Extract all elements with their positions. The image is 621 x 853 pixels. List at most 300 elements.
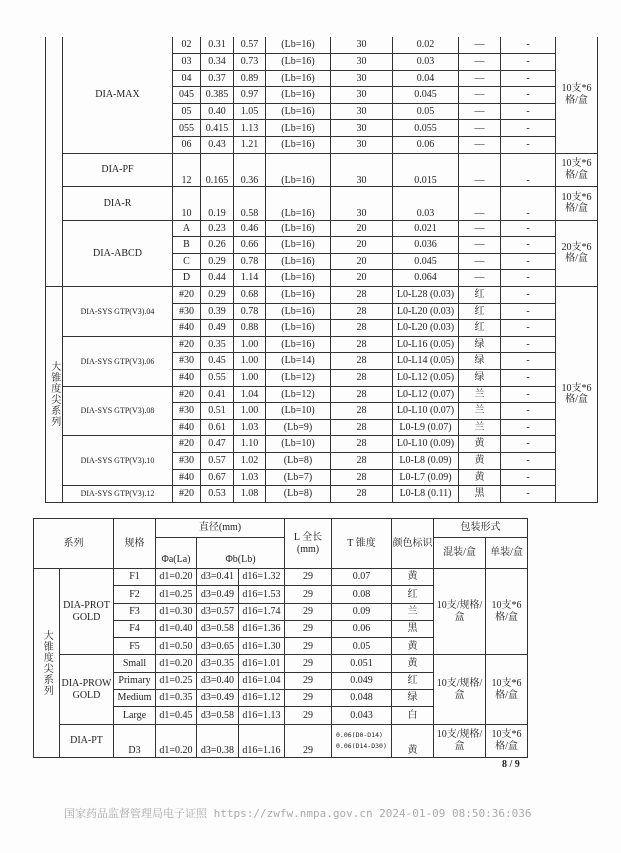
lb-cell: (Lb=8) [266, 452, 331, 469]
phi-b-cell: 0.57 [234, 37, 266, 54]
page-number: 8 / 9 [502, 759, 520, 770]
spec-cell: 06 [173, 137, 201, 154]
lb-cell: (Lb=16) [266, 287, 331, 304]
length-cell: 30 [331, 37, 393, 54]
length-cell: 29 [285, 690, 332, 707]
phi-a-cell: 0.55 [201, 370, 234, 387]
color-cell: 兰 [392, 603, 434, 620]
product-spec-table [33, 518, 528, 758]
mixed-cell: - [501, 187, 556, 221]
color-cell: 黄 [459, 436, 501, 453]
phi-a-cell: 0.37 [201, 70, 234, 87]
color-cell: 兰 [459, 386, 501, 403]
taper-cell: 0.08 [332, 586, 392, 603]
series-cell: DIA-ABCD [63, 220, 173, 286]
phi-b-cell: 0.46 [234, 220, 266, 237]
phi-a-cell: 0.31 [201, 37, 234, 54]
header-color: 颜色标识 [392, 519, 434, 569]
length-cell: 28 [331, 336, 393, 353]
spec-cell: F3 [114, 603, 156, 620]
header-mixed: 混装/盒 [434, 538, 486, 569]
spec-cell: 03 [173, 54, 201, 71]
lb-cell: (Lb=16) [266, 37, 331, 54]
phi-a-cell: 0.45 [201, 353, 234, 370]
taper-cell: L0-L7 (0.09) [393, 469, 459, 486]
taper-cell: 0.06 [393, 137, 459, 154]
length-cell: 28 [331, 370, 393, 387]
taper-range: 0.06(D14-D30) [336, 741, 387, 750]
color-cell: — [459, 120, 501, 137]
phi-a-cell: 0.29 [201, 287, 234, 304]
phi-a-cell: 0.35 [201, 336, 234, 353]
mixed-packing-cell: 10支/规格/盒 [434, 724, 486, 757]
length-cell: 30 [331, 153, 393, 187]
packing-cell: 10支*6格/盒 [556, 287, 598, 503]
length-cell: 20 [331, 253, 393, 270]
color-cell: — [459, 70, 501, 87]
color-cell: 黑 [459, 486, 501, 503]
table-row [34, 655, 528, 672]
mixed-cell: - [501, 320, 556, 337]
mixed-cell: - [501, 287, 556, 304]
spec-cell: #40 [173, 320, 201, 337]
taper-cell: 0.049 [332, 672, 392, 689]
spec-cell: 02 [173, 37, 201, 54]
color-cell: 黄 [392, 724, 434, 757]
phi-b-cell: 1.21 [234, 137, 266, 154]
lb-cell: (Lb=16) [266, 120, 331, 137]
color-cell: — [459, 187, 501, 221]
length-cell: 30 [331, 137, 393, 154]
length-cell: 29 [285, 586, 332, 603]
spec-cell: #20 [173, 386, 201, 403]
color-cell: 绿 [459, 370, 501, 387]
table-row [46, 37, 598, 54]
length-cell: 29 [285, 707, 332, 724]
taper-cell: 0.05 [332, 638, 392, 655]
lb-cell: (Lb=16) [266, 320, 331, 337]
spec-cell: #30 [173, 353, 201, 370]
phi-a-cell: 0.34 [201, 54, 234, 71]
taper-cell: 0.04 [393, 70, 459, 87]
color-cell: 黄 [392, 569, 434, 586]
lb-cell: (Lb=12) [266, 386, 331, 403]
table-row [46, 386, 598, 403]
length-cell: 29 [285, 620, 332, 637]
mixed-cell: - [501, 370, 556, 387]
spec-cell: 05 [173, 103, 201, 120]
phi-a-cell: 0.53 [201, 486, 234, 503]
color-cell: — [459, 54, 501, 71]
phi-b-cell: 1.04 [234, 386, 266, 403]
taper-cell: L0-L16 (0.05) [393, 336, 459, 353]
phi-b-cell: 1.08 [234, 486, 266, 503]
phi-a-cell: 0.44 [201, 270, 234, 287]
mixed-cell: - [501, 220, 556, 237]
spec-cell: 055 [173, 120, 201, 137]
phi-b-cell: 0.66 [234, 237, 266, 254]
series-cell: DIA-SYS GTP(V3).12 [63, 486, 173, 503]
d16-cell: d16=1.36 [239, 620, 285, 637]
phi-a-cell: 0.41 [201, 386, 234, 403]
phi-a-cell: 0.165 [201, 153, 234, 187]
lb-cell: (Lb=8) [266, 486, 331, 503]
taper-cell: 0.015 [393, 153, 459, 187]
phi-a-cell: 0.19 [201, 187, 234, 221]
length-cell: 29 [285, 638, 332, 655]
table-row [46, 187, 598, 221]
mixed-cell: - [501, 452, 556, 469]
taper-cell: L0-L10 (0.09) [393, 436, 459, 453]
taper-cell: L0-L8 (0.11) [393, 486, 459, 503]
single-packing-cell: 10支*6格/盒 [486, 655, 528, 724]
mixed-packing-cell: 10支/规格/盒 [434, 569, 486, 655]
length-cell: 29 [285, 724, 332, 757]
taper-cell: L0-L12 (0.07) [393, 386, 459, 403]
phi-a-cell: d1=0.25 [156, 586, 197, 603]
color-cell: — [459, 37, 501, 54]
taper-cell: L0-L20 (0.03) [393, 320, 459, 337]
mixed-cell: - [501, 70, 556, 87]
packing-cell: 10支*6格/盒 [556, 187, 598, 221]
lb-cell: (Lb=16) [266, 187, 331, 221]
length-cell: 29 [285, 603, 332, 620]
color-cell: — [459, 253, 501, 270]
spec-cell: #30 [173, 403, 201, 420]
taper-cell: L0-L28 (0.03) [393, 287, 459, 304]
color-cell: — [459, 270, 501, 287]
length-cell: 29 [285, 655, 332, 672]
length-cell: 30 [331, 87, 393, 104]
phi-a-cell: 0.39 [201, 303, 234, 320]
length-cell: 28 [331, 469, 393, 486]
spec-cell: 12 [173, 153, 201, 187]
phi-a-cell: 0.67 [201, 469, 234, 486]
mixed-cell: - [501, 303, 556, 320]
phi-b-cell: 0.58 [234, 187, 266, 221]
phi-b-cell: 1.03 [234, 419, 266, 436]
lb-cell: (Lb=10) [266, 403, 331, 420]
spec-cell: A [173, 220, 201, 237]
taper-cell: 0.051 [332, 655, 392, 672]
length-cell: 28 [331, 287, 393, 304]
mixed-cell: - [501, 336, 556, 353]
lb-cell: (Lb=16) [266, 54, 331, 71]
length-cell: 28 [331, 303, 393, 320]
table-row [46, 486, 598, 503]
taper-cell: 0.05 [393, 103, 459, 120]
phi-a-cell: d1=0.50 [156, 638, 197, 655]
spec-cell: B [173, 237, 201, 254]
phi-b-cell: 0.78 [234, 303, 266, 320]
color-cell: 兰 [459, 403, 501, 420]
taper-cell: 0.03 [393, 187, 459, 221]
d3-cell: d3=0.58 [197, 707, 239, 724]
color-cell: 白 [392, 707, 434, 724]
phi-b-cell: 0.68 [234, 287, 266, 304]
header-packing: 包装形式 [434, 519, 528, 538]
phi-a-cell: d1=0.30 [156, 603, 197, 620]
table-row [46, 153, 598, 187]
taper-cell: 0.02 [393, 37, 459, 54]
color-cell: 红 [392, 672, 434, 689]
table-row [34, 724, 528, 757]
taper-cell: 0.045 [393, 253, 459, 270]
phi-a-cell: 0.57 [201, 452, 234, 469]
spec-cell: D [173, 270, 201, 287]
spec-cell: 04 [173, 70, 201, 87]
phi-b-cell: 1.03 [234, 469, 266, 486]
phi-b-cell: 0.88 [234, 320, 266, 337]
phi-a-cell: d1=0.20 [156, 655, 197, 672]
taper-cell: 0.06 [332, 620, 392, 637]
taper-cell: L0-L9 (0.07) [393, 419, 459, 436]
color-cell: — [459, 153, 501, 187]
lb-cell: (Lb=14) [266, 353, 331, 370]
phi-a-cell: 0.23 [201, 220, 234, 237]
packing-cell: 10支*6格/盒 [556, 37, 598, 153]
d3-cell: d3=0.58 [197, 620, 239, 637]
lb-cell: (Lb=16) [266, 103, 331, 120]
series-cell: DIA-PROT GOLD [60, 569, 114, 655]
category-cell [46, 37, 63, 287]
length-cell: 30 [331, 187, 393, 221]
spec-cell: C [173, 253, 201, 270]
single-packing-cell: 10支*6格/盒 [486, 724, 528, 757]
color-cell: 红 [459, 320, 501, 337]
length-cell: 20 [331, 237, 393, 254]
taper-cell [332, 724, 392, 757]
mixed-cell: - [501, 120, 556, 137]
phi-b-cell: 1.00 [234, 403, 266, 420]
mixed-cell: - [501, 37, 556, 54]
taper-cell: 0.048 [332, 690, 392, 707]
series-cell: DIA-SYS GTP(V3).04 [63, 287, 173, 337]
header-spec: 规格 [114, 519, 156, 569]
taper-cell: L0-L14 (0.05) [393, 353, 459, 370]
lb-cell: (Lb=16) [266, 153, 331, 187]
length-cell: 28 [331, 419, 393, 436]
length-cell: 30 [331, 103, 393, 120]
spec-cell: F1 [114, 569, 156, 586]
product-spec-table-continued [45, 37, 598, 503]
phi-b-cell: 0.89 [234, 70, 266, 87]
spec-cell: #30 [173, 303, 201, 320]
mixed-cell: - [501, 103, 556, 120]
series-cell: DIA-SYS GTP(V3).08 [63, 386, 173, 436]
spec-cell: Medium [114, 690, 156, 707]
mixed-cell: - [501, 353, 556, 370]
color-cell: — [459, 103, 501, 120]
phi-b-cell: 1.00 [234, 370, 266, 387]
spec-cell: F2 [114, 586, 156, 603]
length-cell: 30 [331, 70, 393, 87]
d16-cell: d16=1.04 [239, 672, 285, 689]
category-cell: 大锥度尖系列 [34, 569, 60, 758]
length-cell: 30 [331, 54, 393, 71]
lb-cell: (Lb=16) [266, 270, 331, 287]
header-taper: T 锥度 [332, 519, 392, 569]
spec-cell: D3 [114, 724, 156, 757]
phi-b-cell: 0.97 [234, 87, 266, 104]
lb-cell: (Lb=16) [266, 70, 331, 87]
table-row [46, 287, 598, 304]
d16-cell: d16=1.32 [239, 569, 285, 586]
lb-cell: (Lb=16) [266, 303, 331, 320]
phi-a-cell: 0.385 [201, 87, 234, 104]
taper-cell: 0.03 [393, 54, 459, 71]
phi-b-cell: 0.78 [234, 253, 266, 270]
length-cell: 28 [331, 386, 393, 403]
packing-cell: 20支*6格/盒 [556, 220, 598, 286]
d3-cell: d3=0.49 [197, 586, 239, 603]
taper-cell: 0.036 [393, 237, 459, 254]
phi-a-cell: d1=0.20 [156, 724, 197, 757]
color-cell: 黄 [459, 469, 501, 486]
phi-a-cell: 0.29 [201, 253, 234, 270]
d3-cell: d3=0.35 [197, 655, 239, 672]
color-cell: — [459, 220, 501, 237]
phi-b-cell: 0.36 [234, 153, 266, 187]
taper-cell: L0-L10 (0.07) [393, 403, 459, 420]
color-cell: 黄 [459, 452, 501, 469]
color-cell: 绿 [392, 690, 434, 707]
taper-cell: 0.064 [393, 270, 459, 287]
phi-b-cell: 1.10 [234, 436, 266, 453]
d3-cell: d3=0.57 [197, 603, 239, 620]
phi-a-cell: d1=0.35 [156, 690, 197, 707]
series-cell: DIA-PF [63, 153, 173, 187]
d16-cell: d16=1.16 [239, 724, 285, 757]
spec-cell: 045 [173, 87, 201, 104]
series-cell: DIA-PROW GOLD [60, 655, 114, 724]
mixed-cell: - [501, 153, 556, 187]
spec-cell: #30 [173, 452, 201, 469]
phi-a-cell: d1=0.25 [156, 672, 197, 689]
mixed-cell: - [501, 54, 556, 71]
series-cell: DIA-PT [60, 724, 114, 757]
color-cell: — [459, 87, 501, 104]
lb-cell: (Lb=16) [266, 137, 331, 154]
spec-cell: #20 [173, 486, 201, 503]
spec-cell: F4 [114, 620, 156, 637]
header-phi-b: Φb(Lb) [197, 538, 285, 569]
phi-b-cell: 1.00 [234, 353, 266, 370]
lb-cell: (Lb=7) [266, 469, 331, 486]
taper-cell: L0-L20 (0.03) [393, 303, 459, 320]
color-cell: 黑 [392, 620, 434, 637]
header-single: 单装/盒 [486, 538, 528, 569]
phi-a-cell: 0.43 [201, 137, 234, 154]
d16-cell: d16=1.53 [239, 586, 285, 603]
phi-a-cell: 0.26 [201, 237, 234, 254]
taper-range: 0.06(D0-D14) [336, 731, 383, 740]
header-phi-a: Φa(La) [156, 538, 197, 569]
table-row [34, 569, 528, 586]
phi-a-cell: d1=0.40 [156, 620, 197, 637]
length-cell: 28 [331, 353, 393, 370]
taper-cell: 0.055 [393, 120, 459, 137]
spec-cell: #20 [173, 436, 201, 453]
length-cell: 28 [331, 436, 393, 453]
spec-cell: Large [114, 707, 156, 724]
taper-cell: 0.021 [393, 220, 459, 237]
series-cell: DIA-MAX [63, 37, 173, 153]
color-cell: 黄 [392, 655, 434, 672]
length-cell: 28 [331, 486, 393, 503]
single-packing-cell: 10支*6格/盒 [486, 569, 528, 655]
color-cell: 绿 [459, 353, 501, 370]
taper-cell: 0.043 [332, 707, 392, 724]
color-cell: — [459, 237, 501, 254]
header-diameter: 直径(mm) [156, 519, 285, 538]
packing-cell: 10支*6格/盒 [556, 153, 598, 187]
phi-a-cell: d1=0.45 [156, 707, 197, 724]
d3-cell: d3=0.49 [197, 690, 239, 707]
d3-cell: d3=0.38 [197, 724, 239, 757]
mixed-cell: - [501, 419, 556, 436]
mixed-packing-cell: 10支/规格/盒 [434, 655, 486, 724]
spec-cell: 10 [173, 187, 201, 221]
d3-cell: d3=0.40 [197, 672, 239, 689]
mixed-cell: - [501, 270, 556, 287]
phi-a-cell: 0.49 [201, 320, 234, 337]
lb-cell: (Lb=9) [266, 419, 331, 436]
length-cell: 28 [331, 320, 393, 337]
taper-cell: L0-L12 (0.05) [393, 370, 459, 387]
taper-cell: 0.07 [332, 569, 392, 586]
phi-b-cell: 1.05 [234, 103, 266, 120]
length-cell: 30 [331, 120, 393, 137]
mixed-cell: - [501, 486, 556, 503]
d16-cell: d16=1.30 [239, 638, 285, 655]
phi-b-cell: 1.13 [234, 120, 266, 137]
mixed-cell: - [501, 237, 556, 254]
color-cell: 红 [459, 287, 501, 304]
lb-cell: (Lb=10) [266, 436, 331, 453]
length-cell: 28 [331, 452, 393, 469]
spec-cell: #40 [173, 419, 201, 436]
phi-b-cell: 1.14 [234, 270, 266, 287]
d16-cell: d16=1.12 [239, 690, 285, 707]
series-cell: DIA-R [63, 187, 173, 221]
color-cell: 红 [459, 303, 501, 320]
lb-cell: (Lb=16) [266, 87, 331, 104]
mixed-cell: - [501, 253, 556, 270]
mixed-cell: - [501, 436, 556, 453]
spec-cell: #20 [173, 287, 201, 304]
spec-cell: #40 [173, 469, 201, 486]
color-cell: 黄 [392, 638, 434, 655]
color-cell: 绿 [459, 336, 501, 353]
color-cell: 红 [392, 586, 434, 603]
lb-cell: (Lb=16) [266, 336, 331, 353]
taper-cell: 0.09 [332, 603, 392, 620]
d16-cell: d16=1.01 [239, 655, 285, 672]
phi-a-cell: 0.47 [201, 436, 234, 453]
series-cell: DIA-SYS GTP(V3).10 [63, 436, 173, 486]
header-length: L 全长(mm) [285, 519, 332, 569]
phi-a-cell: 0.415 [201, 120, 234, 137]
table-row [46, 436, 598, 453]
d3-cell: d3=0.65 [197, 638, 239, 655]
lb-cell: (Lb=16) [266, 237, 331, 254]
length-cell: 29 [285, 672, 332, 689]
length-cell: 29 [285, 569, 332, 586]
table-row [46, 220, 598, 237]
mixed-cell: - [501, 469, 556, 486]
color-cell: 兰 [459, 419, 501, 436]
